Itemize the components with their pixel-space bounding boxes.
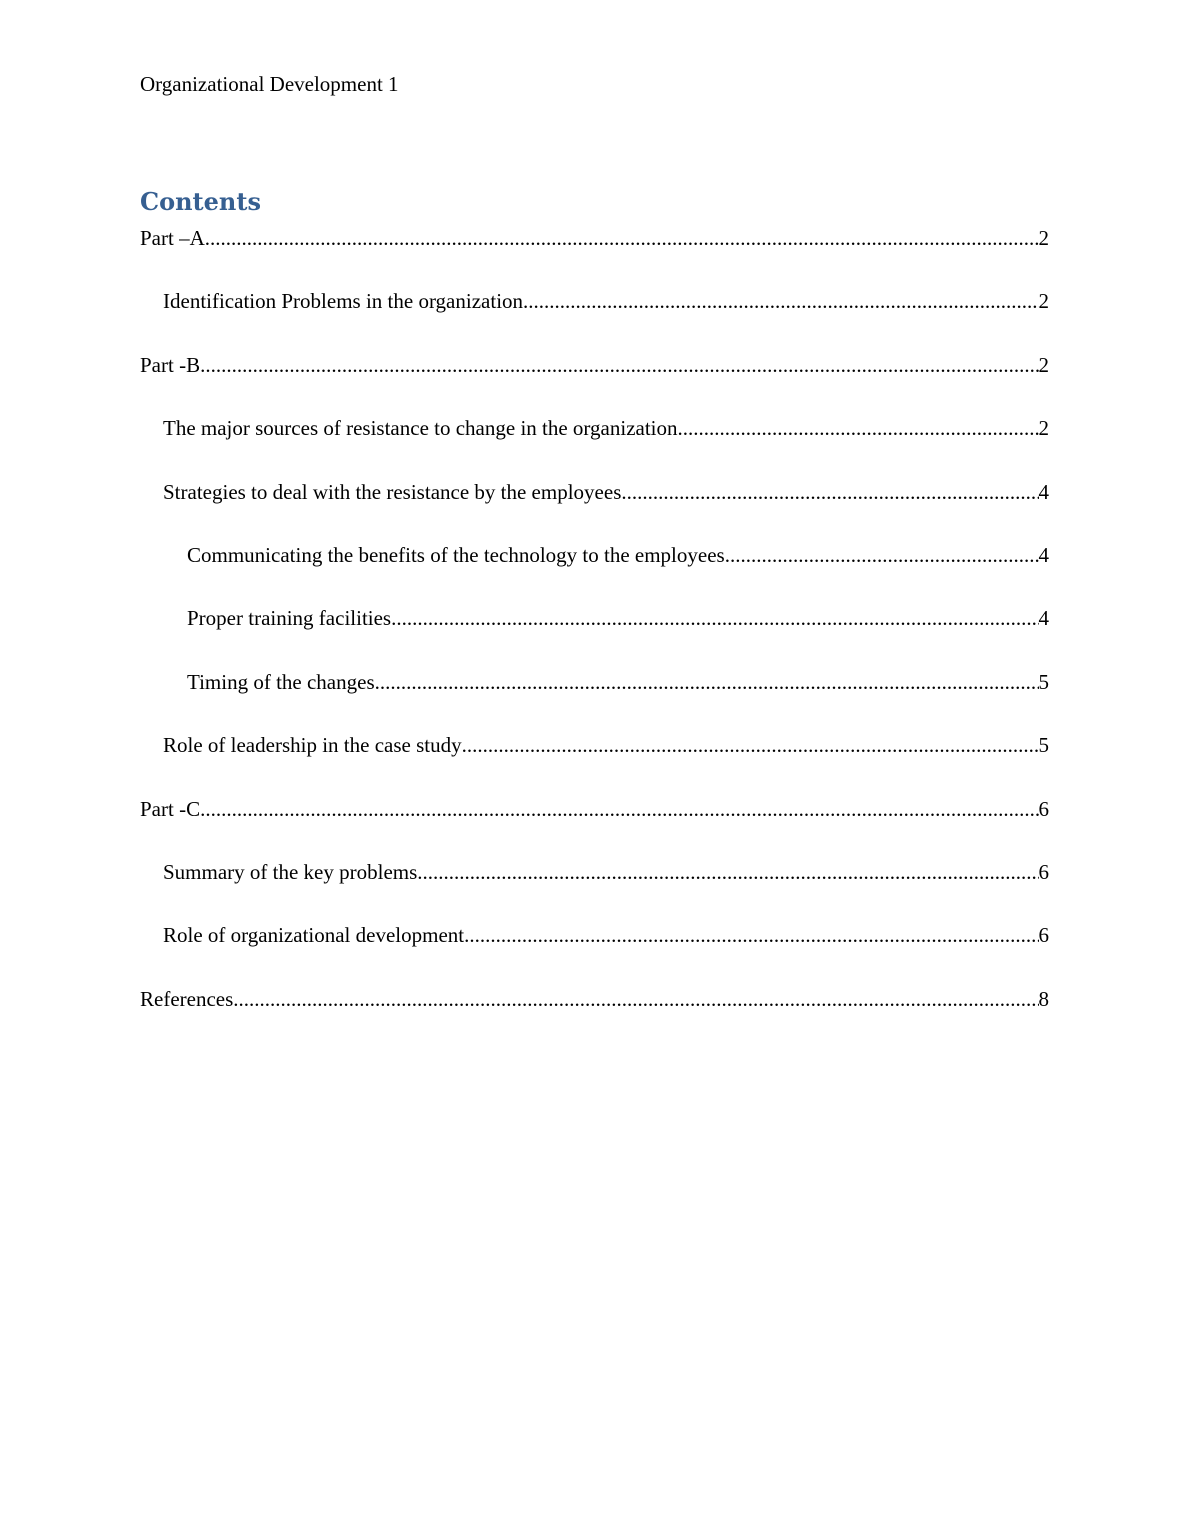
toc-entry-label: Summary of the key problems: [163, 859, 418, 884]
toc-dot-leader: [462, 731, 1039, 759]
toc-dot-leader: [621, 478, 1038, 506]
toc-entry-label: Timing of the changes: [187, 669, 375, 694]
toc-page-number: 6: [1038, 796, 1049, 821]
toc-entry-proper-training[interactable]: [140, 604, 1049, 667]
toc-dot-leader: [523, 287, 1038, 315]
toc-entry-communicating-benefits[interactable]: [140, 541, 1049, 604]
toc-entry-label: Strategies to deal with the resistance by the employees: [163, 479, 622, 504]
toc-dot-leader: [205, 224, 1039, 252]
toc-entry-label: Communicating the benefits of the technology to the employees: [187, 542, 725, 567]
toc-page-number: 6: [1038, 859, 1049, 884]
toc-entry-label: Part -C: [140, 796, 201, 821]
table-of-contents: [140, 224, 1049, 1048]
toc-entry-label: Role of leadership in the case study: [163, 733, 462, 758]
toc-entry-strategies[interactable]: [140, 478, 1049, 541]
toc-entry-label: Proper training facilities: [187, 606, 392, 631]
toc-entry-identification-problems[interactable]: [140, 287, 1049, 350]
toc-page-number: 4: [1038, 606, 1049, 631]
toc-dot-leader: [725, 541, 1039, 569]
toc-dot-leader: [391, 604, 1038, 632]
page-header: Organizational Development 1: [140, 72, 399, 96]
toc-entry-label: The major sources of resistance to change in the organization: [163, 416, 678, 441]
toc-page-number: 4: [1038, 542, 1049, 567]
toc-entry-references[interactable]: [140, 985, 1049, 1048]
toc-page-number: 5: [1038, 733, 1049, 758]
toc-entry-part-c[interactable]: [140, 795, 1049, 858]
toc-entry-summary-key-problems[interactable]: [140, 858, 1049, 921]
toc-entry-role-of-od[interactable]: [140, 921, 1049, 984]
toc-dot-leader: [200, 795, 1038, 823]
toc-page-number: 2: [1038, 352, 1049, 377]
toc-dot-leader: [200, 351, 1038, 379]
toc-entry-label: Part –A: [140, 226, 205, 250]
toc-page-number: 6: [1038, 923, 1049, 948]
toc-dot-leader: [417, 858, 1038, 886]
toc-dot-leader: [678, 414, 1039, 442]
toc-entry-part-b[interactable]: [140, 351, 1049, 414]
toc-page-number: 4: [1038, 479, 1049, 504]
toc-entry-role-of-leadership[interactable]: [140, 731, 1049, 794]
toc-entry-part-a[interactable]: [140, 224, 1049, 287]
toc-page-number: 2: [1038, 289, 1049, 314]
toc-dot-leader: [375, 668, 1039, 696]
toc-entry-timing-of-changes[interactable]: [140, 668, 1049, 731]
toc-entry-label: Part -B: [140, 352, 201, 377]
toc-page-number: 5: [1038, 669, 1049, 694]
toc-entry-label: References: [140, 986, 234, 1011]
toc-dot-leader: [464, 921, 1038, 949]
toc-page-number: 2: [1038, 226, 1049, 250]
toc-entry-label: Role of organizational development: [163, 923, 465, 948]
toc-dot-leader: [233, 985, 1038, 1013]
toc-heading: Contents: [140, 187, 261, 216]
toc-page-number: 8: [1038, 986, 1049, 1011]
toc-entry-label: Identification Problems in the organization: [163, 289, 524, 314]
toc-page-number: 2: [1038, 416, 1049, 441]
toc-entry-major-sources[interactable]: [140, 414, 1049, 477]
